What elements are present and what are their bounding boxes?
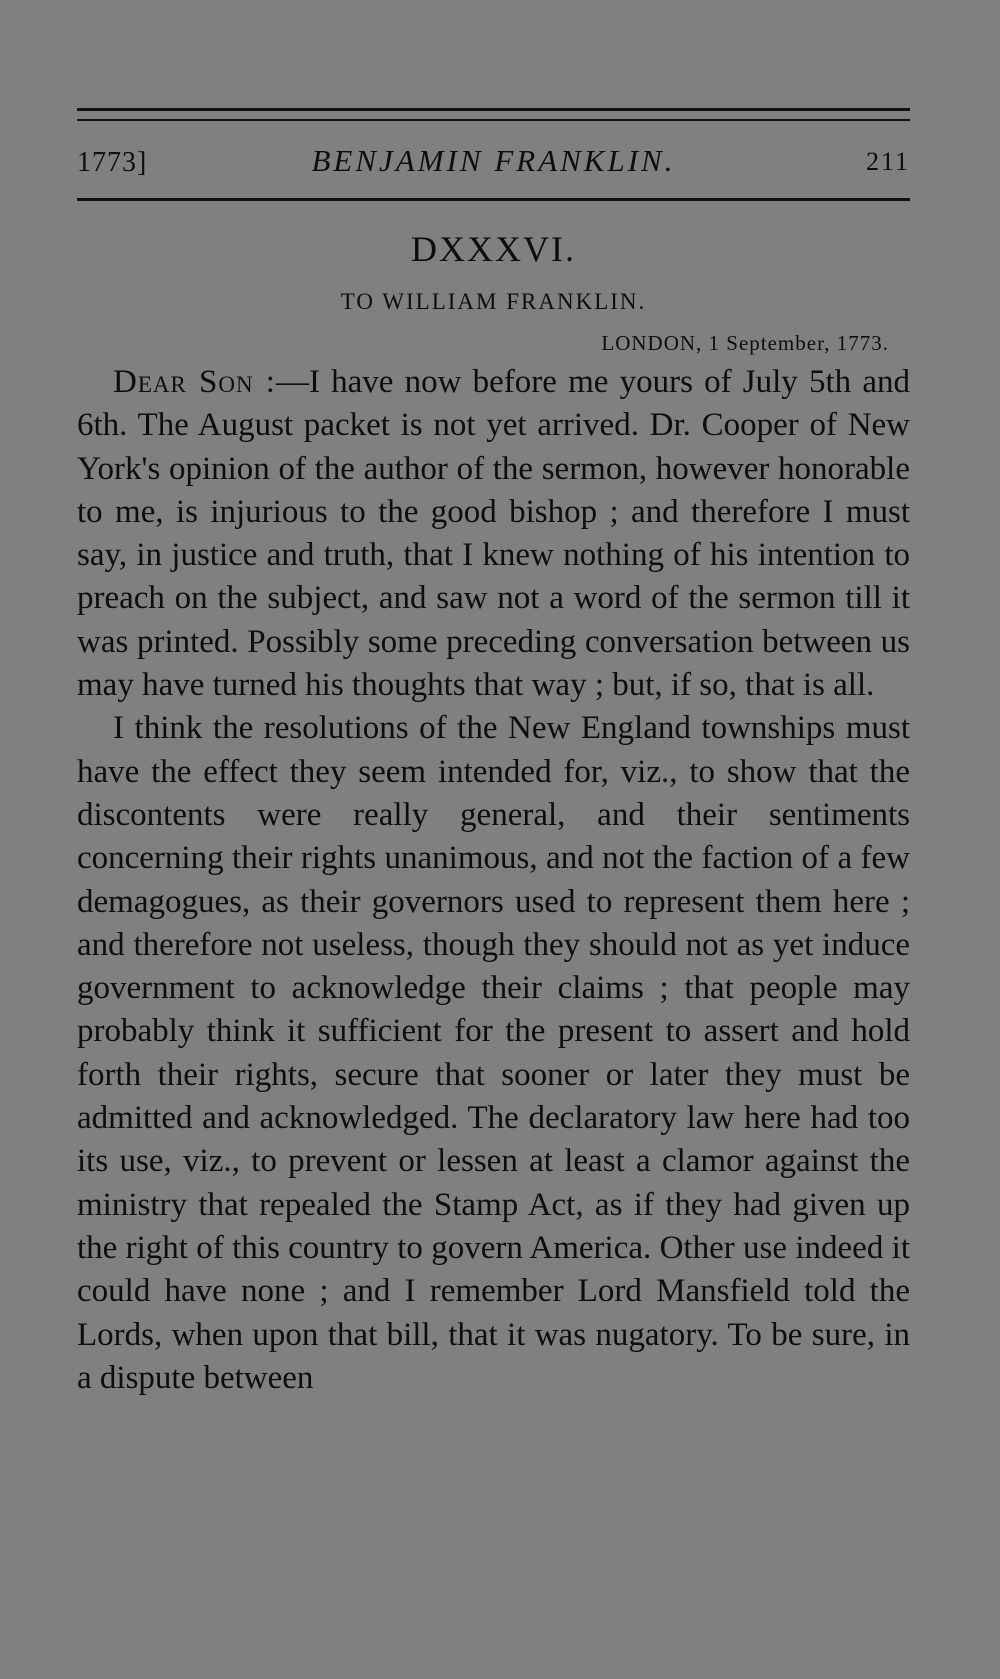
header-rule bbox=[77, 198, 910, 201]
page-number: 211 bbox=[865, 147, 910, 176]
running-head-title: BENJAMIN FRANKLIN. bbox=[311, 143, 676, 178]
letter-body bbox=[77, 361, 910, 1400]
top-rule bbox=[77, 108, 910, 111]
top-rule-thin bbox=[77, 119, 910, 121]
paragraph-1 bbox=[77, 361, 910, 707]
paragraph-2: I think the resolutions of the New England townships must have the effect they seem intended for, viz., to show that the discontents were really general, and their sentiments concerning their rights unanimous, and not the faction of a few demagogues, as their governors used to represent them here ; and therefore not useless, though they should not as yet induce government to acknowledge their claims ; that people may probably think it sufficient for the present to assert and hold forth their rights, secure that sooner or later they must be admitted and acknowledged. The declaratory law here had too its use, viz., to prevent or lessen at least a clamor against the ministry that repealed the Stamp Act, as if they had given up the right of this country to govern America. Other use indeed it could have none ; and I remember Lord Mansfield told the Lords, when upon that bill, that it was nugatory. To be sure, in a dispute between bbox=[77, 710, 910, 1396]
letter-number: DXXXVI. bbox=[411, 229, 576, 269]
paragraph-1-text: —I have now before me yours of July 5th and 6th. The August packet is not yet arrived. Dr. Cooper of New York's opinion of the author of the sermon, however honorable to me, is injurious to the good bishop ; and therefore I must say, in justice and truth, that I knew nothing of his intention to preach on the subject, and saw not a word of the sermon till it was printed. Possibly some preceding conversation between us may have turned his thoughts that way ; but, if so, that is all. bbox=[77, 364, 910, 704]
running-head bbox=[77, 143, 910, 183]
running-head-year: 1773] bbox=[77, 147, 148, 178]
letter-dateline: LONDON, 1 September, 1773. bbox=[601, 331, 889, 355]
letter-addressee: TO WILLIAM FRANKLIN. bbox=[340, 289, 647, 314]
salutation: Dear Son : bbox=[113, 364, 276, 400]
